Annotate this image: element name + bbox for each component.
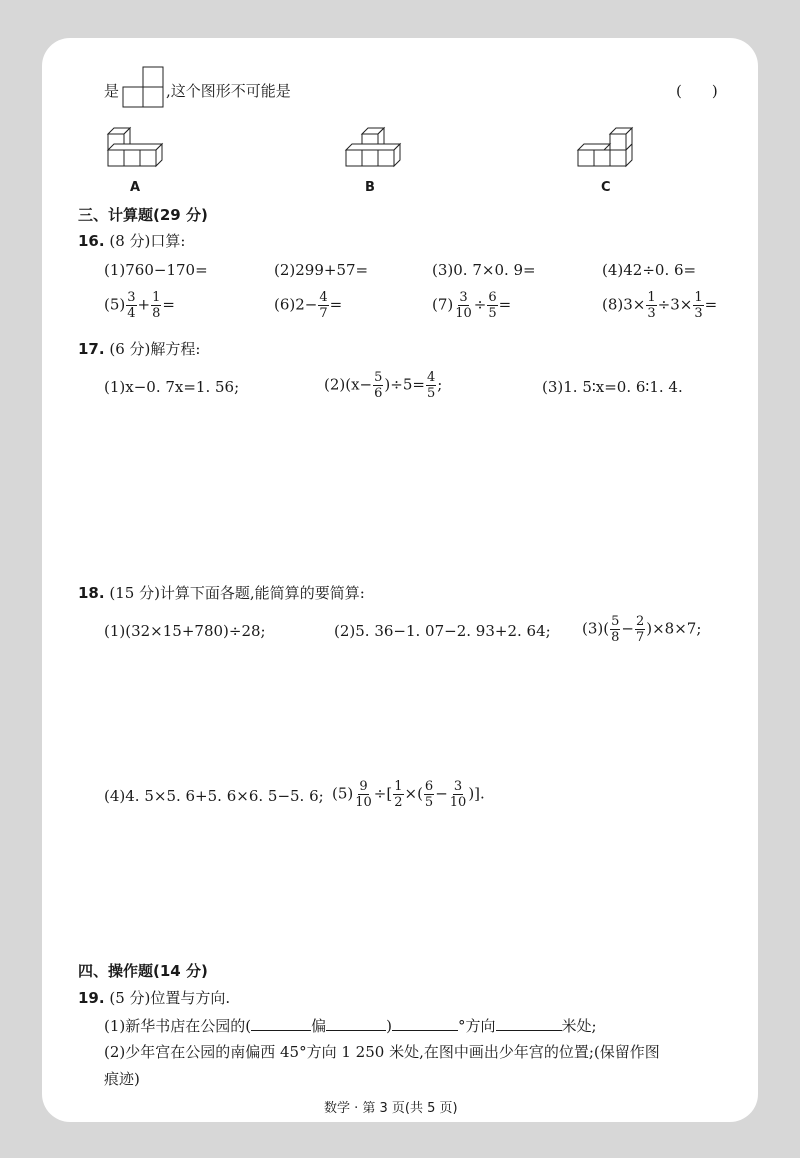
q16-head: (8 分)口算: bbox=[109, 232, 186, 250]
section4-title: 四、操作题(14 分) bbox=[78, 962, 208, 980]
q17-equation-3: (3)1. 5∶x=0. 6∶1. 4. bbox=[542, 378, 683, 396]
q18-calc-2: (2)5. 36−1. 07−2. 93+2. 64; bbox=[334, 622, 551, 640]
fraction: $\frac{6}{5}$ bbox=[424, 779, 434, 810]
answer-blank[interactable] bbox=[496, 1016, 562, 1031]
fraction: $\frac{1}{3}$ bbox=[694, 290, 703, 321]
fraction: $\frac{5}{8}$ bbox=[611, 614, 620, 645]
q16-item-3: (3)0. 7×0. 9= bbox=[432, 261, 536, 279]
option-b-label: B bbox=[365, 180, 375, 195]
q16-item-4: (4)42÷0. 6= bbox=[602, 261, 697, 279]
option-c-cubes bbox=[570, 126, 642, 180]
q16-item-1: (1)760−170= bbox=[104, 261, 208, 279]
q18-calc-5: (5) $\frac{9}{10}$ ÷[ $\frac{1}{2}$ ×( $\frac{6}{5}$ − $\frac{3}{10}$ )]. bbox=[332, 779, 485, 810]
q16-item-5-label: (5) bbox=[104, 295, 126, 314]
exam-page bbox=[42, 38, 758, 1122]
q18-calc-3: (3)( $\frac{5}{8}$ − $\frac{2}{7}$ )×8×7; bbox=[582, 614, 702, 645]
page-footer: 数学 · 第 3 页(共 5 页) bbox=[324, 1101, 458, 1116]
q18-head: (15 分)计算下面各题,能简算的要简算: bbox=[109, 584, 365, 602]
q17-header bbox=[78, 340, 200, 358]
q18-header bbox=[78, 584, 365, 602]
q16-number: 16. bbox=[78, 232, 105, 250]
q17-equation-1: (1)x−0. 7x=1. 56; bbox=[104, 378, 240, 396]
answer-blank[interactable] bbox=[251, 1016, 311, 1031]
q17-head: (6 分)解方程: bbox=[109, 340, 201, 358]
q18-calc-1: (1)(32×15+780)÷28; bbox=[104, 622, 266, 640]
q16-item-8: (8)3× $\frac{1}{3}$ ÷3× $\frac{1}{3}$ = bbox=[602, 290, 718, 321]
fraction: $\frac{3}{10}$ bbox=[449, 779, 467, 810]
option-b-cubes bbox=[338, 126, 410, 180]
q16-item-6: (6)2− $\frac{4}{7}$ = bbox=[274, 290, 343, 321]
q16-header bbox=[78, 232, 185, 250]
option-a-label: A bbox=[130, 180, 141, 195]
option-c-label: C bbox=[601, 180, 611, 195]
q19-head: (5 分)位置与方向. bbox=[109, 989, 231, 1007]
q15-answer-paren[interactable]: ( ) bbox=[676, 82, 718, 100]
fraction: $\frac{1}{3}$ bbox=[647, 290, 656, 321]
q19-line-1: (1)新华书店在公园的( 偏 ) °方向 米处; bbox=[104, 1017, 597, 1035]
fraction: $\frac{2}{7}$ bbox=[635, 614, 645, 645]
q19-number: 19. bbox=[78, 989, 105, 1007]
fraction: $\frac{6}{5}$ bbox=[488, 290, 497, 321]
fraction: $\frac{3}{4}$ bbox=[127, 290, 136, 321]
section3-title: 三、计算题(29 分) bbox=[78, 206, 208, 224]
q17-equation-2: (2)(x− $\frac{5}{6}$ )÷5= $\frac{4}{5}$ ; bbox=[324, 370, 443, 401]
q19-line-2: (2)少年宫在公园的南偏西 45°方向 1 250 米处,在图中画出少年宫的位置;(保留作图 bbox=[104, 1043, 660, 1061]
fraction: $\frac{4}{7}$ bbox=[319, 290, 328, 321]
q19-header bbox=[78, 989, 230, 1007]
fraction: $\frac{3}{10}$ bbox=[455, 290, 472, 321]
q15-prefix: 是 bbox=[104, 82, 120, 100]
answer-blank[interactable] bbox=[326, 1016, 386, 1031]
q17-number: 17. bbox=[78, 340, 105, 358]
fraction: $\frac{5}{6}$ bbox=[374, 370, 383, 401]
q18-calc-4: (4)4. 5×5. 6+5. 6×6. 5−5. 6; bbox=[104, 787, 324, 805]
q18-number: 18. bbox=[78, 584, 105, 602]
q15-net-figure bbox=[122, 66, 164, 108]
fraction: $\frac{1}{2}$ bbox=[394, 779, 403, 810]
q16-item-2: (2)299+57= bbox=[274, 261, 369, 279]
option-a-cubes bbox=[100, 118, 172, 178]
q15-text: ,这个图形不可能是 bbox=[166, 82, 291, 100]
fraction: $\frac{4}{5}$ bbox=[426, 370, 436, 401]
fraction: $\frac{9}{10}$ bbox=[355, 779, 372, 810]
q16-item-5: (5) $\frac{3}{4}$ + $\frac{1}{8}$ = bbox=[104, 290, 175, 321]
answer-blank[interactable] bbox=[392, 1016, 458, 1031]
q15-line bbox=[104, 82, 119, 100]
fraction: $\frac{1}{8}$ bbox=[152, 290, 161, 321]
q19-line-3: 痕迹) bbox=[104, 1070, 140, 1088]
q16-item-7: (7) $\frac{3}{10}$ ÷ $\frac{6}{5}$ = bbox=[432, 290, 512, 321]
